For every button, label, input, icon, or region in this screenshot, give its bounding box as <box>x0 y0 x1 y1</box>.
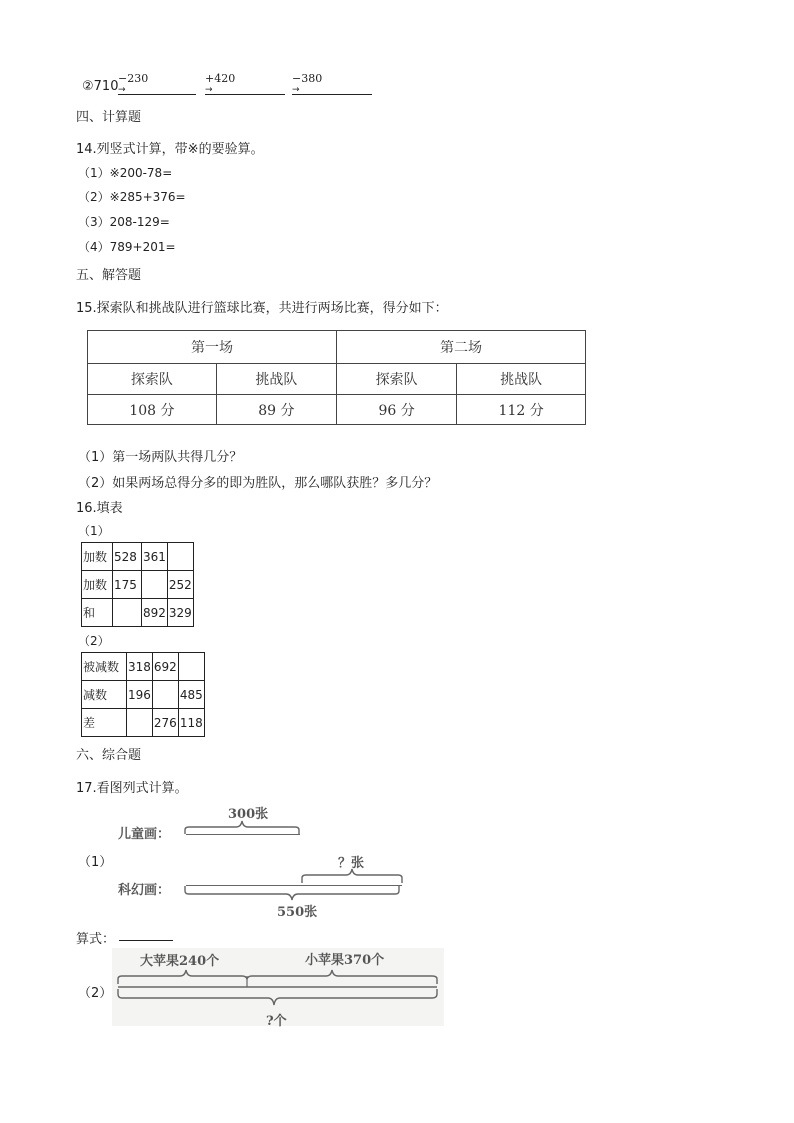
table-cell: 329 <box>167 599 193 627</box>
table-row <box>82 681 205 709</box>
table-cell: 加数 <box>82 571 113 599</box>
chain-blank-3 <box>292 94 372 95</box>
table-row <box>82 599 194 627</box>
table-cell[interactable] <box>152 681 178 709</box>
table-cell: 118 <box>178 709 204 737</box>
table-cell: 和 <box>82 599 113 627</box>
question-item: （4）789+201= <box>78 240 176 254</box>
formula-blank[interactable] <box>119 940 173 941</box>
score-team-a: 探索队 <box>88 364 217 395</box>
question-item: （2）※285+376= <box>78 190 186 204</box>
figure-label-big: 大苹果240个 <box>140 954 220 969</box>
score-value: 96 分 <box>336 395 456 425</box>
sub-question: （1）第一场两队共得几分？ <box>78 450 243 465</box>
table-cell: 加数 <box>82 543 113 571</box>
question-item: （1）※200-78= <box>78 166 173 180</box>
arrow-right-icon: → <box>205 85 213 95</box>
table-cell: 892 <box>142 599 168 627</box>
part-label: （2） <box>78 634 110 648</box>
figure-label-small: 小苹果370个 <box>305 953 385 968</box>
table-cell: 528 <box>113 543 142 571</box>
question-item: （3）208-129= <box>78 215 170 229</box>
chain-blank-1 <box>118 94 196 95</box>
unknown-brace <box>298 866 408 884</box>
section-heading: 五、解答题 <box>76 268 142 283</box>
figure-label: 科幻画： <box>118 883 171 898</box>
question-title: 15.探索队和挑战队进行篮球比赛，共进行两场比赛，得分如下： <box>76 301 448 316</box>
table-cell: 减数 <box>82 681 127 709</box>
question-title: 17.看图列式计算。 <box>76 781 188 796</box>
chain-op-1: −230 <box>118 72 149 85</box>
arrow-right-icon: → <box>292 85 300 95</box>
bar-children <box>186 834 300 835</box>
chain-op-3: −380 <box>292 72 323 85</box>
section-heading: 六、综合题 <box>76 748 142 763</box>
table-cell[interactable] <box>113 599 142 627</box>
table-row <box>82 571 194 599</box>
table-cell: 318 <box>127 653 153 681</box>
table-row <box>82 543 194 571</box>
table-cell: 差 <box>82 709 127 737</box>
score-table <box>87 330 586 425</box>
question-title: 14.列竖式计算，带※的要验算。 <box>76 142 264 157</box>
table-cell: 252 <box>167 571 193 599</box>
section-heading: 四、计算题 <box>76 110 142 125</box>
figure-label: 儿童画： <box>118 827 171 842</box>
part-label: （1） <box>78 524 110 538</box>
score-team-b: 挑战队 <box>457 364 586 395</box>
table-cell: 被减数 <box>82 653 127 681</box>
addition-table <box>81 542 194 627</box>
table-cell: 196 <box>127 681 153 709</box>
figure-total: ?个 <box>266 1014 287 1029</box>
table-cell: 361 <box>142 543 168 571</box>
score-team-a: 探索队 <box>336 364 456 395</box>
table-cell[interactable] <box>178 653 204 681</box>
sub-question: （2）如果两场总得分多的即为胜队，那么哪队获胜？多几分？ <box>78 476 438 491</box>
score-value: 112 分 <box>457 395 586 425</box>
chain-blank-2 <box>205 94 285 95</box>
subtraction-table <box>81 652 205 737</box>
score-header-game1: 第一场 <box>88 331 337 364</box>
figure-value: 300张 <box>228 807 269 822</box>
table-cell: 485 <box>178 681 204 709</box>
arrow-right-icon: → <box>118 85 126 95</box>
score-value: 89 分 <box>216 395 336 425</box>
table-cell: 692 <box>152 653 178 681</box>
formula-label: 算式： <box>76 932 116 947</box>
table-row <box>82 709 205 737</box>
part-label: （1） <box>78 855 113 870</box>
table-cell[interactable] <box>142 571 168 599</box>
table-row <box>82 653 205 681</box>
table-cell[interactable] <box>127 709 153 737</box>
question-title: 16.填表 <box>76 501 123 516</box>
score-header-game2: 第二场 <box>336 331 585 364</box>
table-cell: 175 <box>113 571 142 599</box>
table-cell: 276 <box>152 709 178 737</box>
score-value: 108 分 <box>88 395 217 425</box>
table-cell[interactable] <box>167 543 193 571</box>
figure-unknown: ？张 <box>338 856 365 871</box>
score-team-b: 挑战队 <box>216 364 336 395</box>
part-label: （2） <box>78 986 113 1001</box>
chain-op-2: +420 <box>205 72 236 85</box>
figure-total: 550张 <box>277 905 318 920</box>
chain-start: ②710 <box>82 79 119 94</box>
